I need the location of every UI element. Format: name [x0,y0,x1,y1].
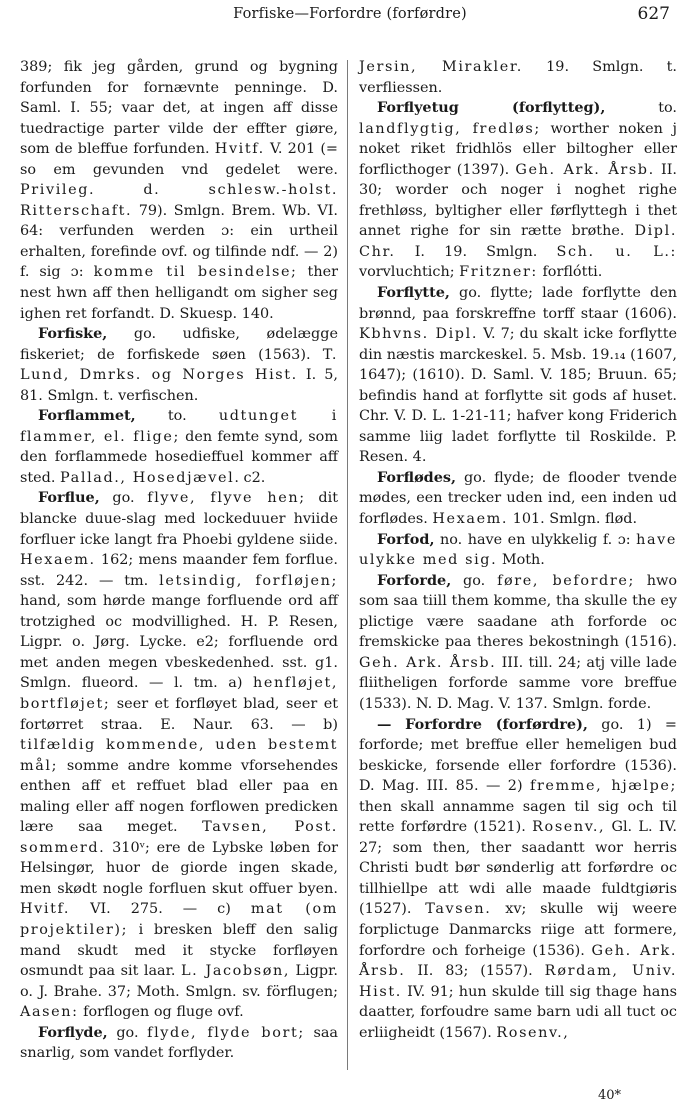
dictionary-entry [359,98,677,283]
dictionary-entry [359,468,677,530]
entry-text: go. udfiske, ødelægge fiskeriet; de forfiskede søen (1563). [20,326,338,363]
spaced-gloss: have ulykke med sig. [359,531,677,569]
entry-headword: Forfod, [377,530,435,548]
spaced-gloss: henfløjet, bortfløjet; [20,675,338,712]
entry-text: I. 19. Smlgn. [395,243,557,260]
spaced-gloss: komme til besindelse; [93,264,298,281]
entry-headword: — Forfordre (forførdre), [377,715,588,733]
entry-headword: Forflammet, [38,407,136,425]
entry-text: go. flytte; lade forflytte den brønnd, paa forskreffne torff staar (1606). [359,285,677,322]
entry-text: Ligpr. o. J. Brahe. 37; Moth. Smlgn. sv. förflugen; [20,963,338,1000]
entry-text: 389; fik jeg gården, grund og bygning forfunden for fornævnte penninge. D. Saml. I. 55; vaar det, at ingen aff disse tuedractige parter vilde der effter giøre, som de bleffue forfunden. [20,59,338,158]
entry-text: II. 83; (1557). [405,963,545,980]
continued-text [20,57,338,324]
entry-text: worther noken j noket riket fridhlös eller biltogher eller forflicthoger (1397). [359,120,677,178]
spaced-gloss: flyve, flyve hen; [147,490,306,507]
spaced-gloss: Hexaem. [432,511,509,528]
spaced-gloss: Dipl. Chr. [359,223,677,260]
spaced-gloss: L. Jacobsøn, [181,963,291,980]
entry-text: saa snarlig, som vandet forflyder. [20,1024,339,1062]
running-head: Forfiske—Forfordre (forførdre) [233,6,467,22]
entry-headword: Forflytte, [377,284,450,302]
spaced-gloss: Geh. Ark. Årsb. [359,654,497,671]
entry-text: Moth. [497,552,545,569]
spaced-gloss: Fritzner: [459,264,538,281]
entry-text: then skall annamme sagen til sig och til rette forførdre (1521). [359,798,677,836]
entry-text: dit blancke duue-slag med lockeduuer hviide forfluer icke langt fra Phoebi gyldene siide. [20,490,338,548]
spaced-gloss: Hvitf. [214,141,265,158]
spaced-gloss: Rørdam, Univ. Hist. [359,963,678,1000]
spaced-gloss: Tavsen, Post. sommerd. [20,819,338,856]
entry-text: seer et forfløyet blad, seer et fortørret straa. E. Naur. 63. — b) [20,695,338,733]
spaced-gloss: Privileg. d. schlesw.-holst. Ritterschaft. [20,182,338,219]
spaced-gloss: Geh. Ark. Årsb. [359,942,677,980]
entry-text: to. [605,100,678,117]
entry-text: V. 7; du skalt icke forflytte din næstis marckeskel. 5. Msb. 19.₁₄ (1607, 1647); (1610). D. Saml. V. 185; Bruun. 65; befindis hand at forflytte sit gods af huset. Chr. V. D. L. 1-21-11; hafver kong Friderich samme liig ladet forflytte til Roskilde. P. Resen. 4. [359,326,678,466]
entry-text: to. [135,408,219,425]
entry-text: go. [107,1024,148,1041]
dictionary-entry [359,530,677,571]
spaced-gloss: Sch. u. L.: [556,243,677,260]
spaced-gloss: Hvitf. [20,901,71,918]
spaced-gloss: Geh. Ark. Årsb. [515,161,655,178]
dictionary-entry [20,324,338,406]
entry-text: go. flyde; de flooder tvende mødes, een trecker uden ind, een inden ud forflødes. [359,469,677,528]
spaced-gloss: Hexaem. [20,552,96,569]
entry-text: forflogen og fluge ovf. [78,1004,244,1021]
spaced-gloss: flyde, flyde bort; [147,1024,305,1041]
entry-text: hwo som saa tiill them komme, tha skulle the ey plictige være saadane ath forforde oc fremskicke paa theres bekostningh (1516). [359,572,677,651]
dictionary-entry [20,488,338,1022]
entry-text: vorvluchtich; [359,264,460,281]
spaced-gloss: Jersin, Mirakler. [359,59,523,75]
dictionary-entry [20,1023,338,1064]
entry-text: I. 5, 81. Smlgn. t. verfischen. [20,367,338,404]
dictionary-entry [359,715,677,1044]
entry-text: forflótti. [537,264,603,281]
signature-mark: 40* [598,1088,622,1103]
entry-text: no. have en ulykkelig f. ɔ: [434,531,637,548]
spaced-gloss: tilfældig kommende, uden bestemt mål; [20,737,338,774]
spaced-gloss: føre, befordre; [497,572,635,589]
entry-text: 310ᵛ; ere de Lybske løben for Helsingør, huor de giorde ingen skade, men skødt nogle forfluen skut offuer byen. [20,839,338,897]
entry-text: 19. Smlgn. t. verfliessen. [359,59,677,96]
dictionary-entry [359,283,677,468]
entry-text: Gl. L. IV. 27; som then, ther saadantt wor herris Christi budt bør sønderlig att forførdre oc tillhiellpe att wdi alle maade fuldtgiøris (1527). [359,819,677,918]
entry-text: ther nest hwn aff then helligandt om sigher seg ighen ret forfandt. D. Skuesp. 140. [20,264,338,322]
entry-text: II. 30; worder och noger i noghet righe frethløss, byltigher eller førflyttegh i thet annet righe for sin rætte brøthe. [359,161,677,240]
spaced-gloss: udtunget i flammer, el. flige; [20,408,338,445]
entry-text: 79). Smlgn. Brem. Wb. VI. 64: verfunden werden ɔ: ein urtheil erhalten, forefinde ovf. og tilfinde ndf. — 2) f. sig ɔ: [20,202,338,281]
spaced-gloss: landflygtig, fredløs; [359,120,541,137]
spaced-gloss: Tavsen. [425,901,492,918]
page-number: 627 [637,4,670,24]
column-divider [347,60,348,1070]
continued-text [359,57,677,98]
entry-text: den femte synd, som den forflammede hosedieffuel kommer aff sted. [20,428,338,486]
entry-text: go. [451,572,498,589]
spaced-gloss: Kbhvns. Dipl. [359,326,478,343]
dictionary-entry [20,406,338,488]
spaced-gloss: T. Lund, Dmrks. og Norges Hist. [20,346,338,384]
entry-text: IV. 91; hun skulde till sig thage hans daatter, forfoudre same barn udi all tuct oc erliigheidt (1567). [359,983,677,1041]
entry-headword: Forfiske, [38,325,108,343]
page-header [0,6,700,32]
entry-text: VI. 275. — c) [70,901,251,918]
entry-text: 101. Smlgn. flød. [508,511,638,528]
spaced-gloss: Aasen: [20,1004,79,1021]
entry-headword: Forflødes, [377,468,457,486]
dictionary-entry [359,571,677,715]
spaced-gloss: letsindig, forfløjen; [159,572,338,589]
left-column [20,57,338,1064]
entry-headword: Forflue, [38,489,100,507]
spaced-gloss: fremme, hjælpe; [530,778,677,795]
entry-headword: Forflyetug (forflytteg), [377,99,606,117]
entry-text: III. till. 24; atj ville lade fliitheligen forforde samme vore breffue (1533). N. D. Mag. V. 137. Smlgn. forde. [359,654,678,712]
entry-text: V. 201 (= so em gevunden vnd gedelet were. [20,141,338,178]
entry-text: i bresken bleff den salig mand skudt med it stycke forfløyen osmundt paa sit laar. [20,921,338,980]
entry-text: go. [99,490,148,507]
entry-headword: Forflyde, [38,1023,108,1041]
entry-headword: Forforde, [377,571,452,589]
entry-text: . c2. [234,469,266,486]
spaced-gloss: Rosenv., [496,1024,570,1041]
spaced-gloss: mat (om projektiler); [20,901,338,938]
entry-text: hand, som hørde mange forfluende ord aff trotzighed oc modvillighed. H. P. Resen, Ligpr. o. Jørg. Lycke. e2; forfluende ord met anden megen vbeskedenhed. sst. g1. Smlgn. flueord. — l. tm. a) [20,593,338,692]
entry-text: somme andre komme vforsehendes enthen aff et reffuet blad eller paa en maling eller aff nogen forflowen predicken lære saa meget. [20,757,338,836]
right-column [359,57,677,1043]
entry-text: go. 1) = forforde; met breffue eller hemeligen bud beskicke, forsende eller forfordre (1536). D. Mag. III. 85. — 2) [359,716,677,795]
entry-text: 162; mens maander fem forflue. sst. 242. — tm. [20,552,338,589]
spaced-gloss: Pallad., Hosedjævel [60,469,235,486]
entry-text: xv; skulle wij weere forplictuge Danmarcks riige att formere, forfordre och forheige (1536). [359,901,677,959]
spaced-gloss: Rosenv., [532,819,606,836]
